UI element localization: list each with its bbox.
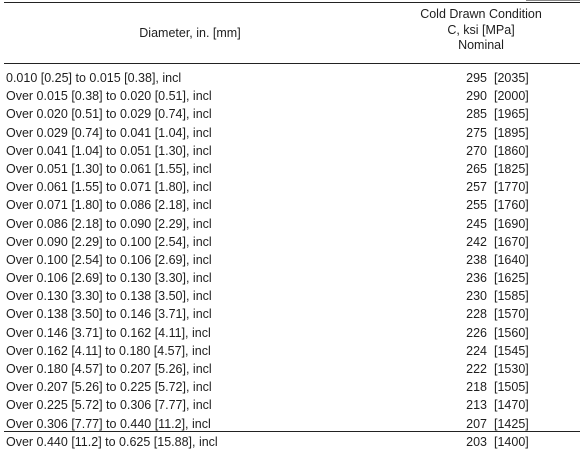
ksi-cell: 290 <box>466 89 487 104</box>
mpa-cell: [1895] <box>494 125 529 140</box>
mpa-cell: [1640] <box>494 252 529 267</box>
table-row <box>4 342 580 360</box>
mpa-cell: [1585] <box>494 289 529 304</box>
ksi-cell: 226 <box>466 325 487 340</box>
mpa-cell: [1690] <box>494 216 529 231</box>
ksi-cell: 270 <box>466 143 487 158</box>
header-strength <box>382 7 580 54</box>
diameter-cell: Over 0.162 [4.11] to 0.180 [4.57], incl <box>6 343 211 358</box>
mpa-cell: [2035] <box>494 71 529 85</box>
table-row <box>4 378 580 396</box>
diameter-cell: Over 0.029 [0.74] to 0.041 [1.04], incl <box>6 125 212 140</box>
strength-table <box>4 0 580 449</box>
mpa-cell: [1965] <box>494 107 529 122</box>
diameter-cell: Over 0.440 [11.2] to 0.625 [15.88], incl <box>6 434 218 449</box>
diameter-cell: 0.010 [0.25] to 0.015 [0.38], incl <box>6 71 182 85</box>
diameter-cell: Over 0.071 [1.80] to 0.086 [2.18], incl <box>6 198 212 213</box>
mpa-cell: [1545] <box>494 343 529 358</box>
ksi-cell: 265 <box>466 161 487 176</box>
ksi-cell: 213 <box>466 398 487 413</box>
diameter-cell: Over 0.106 [2.69] to 0.130 [3.30], incl <box>6 271 212 286</box>
diameter-cell: Over 0.061 [1.55] to 0.071 [1.80], incl <box>6 180 212 195</box>
ksi-cell: 245 <box>466 216 487 231</box>
ksi-cell: 224 <box>466 343 487 358</box>
table-row <box>4 396 580 414</box>
mpa-cell: [1760] <box>494 198 529 213</box>
mpa-cell: [1425] <box>494 416 529 431</box>
diameter-cell: Over 0.138 [3.50] to 0.146 [3.71], incl <box>6 307 212 322</box>
diameter-cell: Over 0.180 [4.57] to 0.207 [5.26], incl <box>6 362 212 376</box>
table-row <box>4 196 580 214</box>
table-row <box>4 287 580 305</box>
diameter-cell: Over 0.020 [0.51] to 0.029 [0.74], incl <box>6 107 212 122</box>
mpa-cell: [1670] <box>494 234 529 249</box>
ksi-cell: 203 <box>466 434 487 449</box>
mpa-cell: [1570] <box>494 307 529 322</box>
mpa-cell: [2000] <box>494 89 529 104</box>
header-diameter-label: Diameter, in. [mm] <box>139 26 241 40</box>
mpa-cell: [1400] <box>494 434 529 449</box>
ksi-cell: 238 <box>466 252 487 267</box>
diameter-cell: Over 0.207 [5.26] to 0.225 [5.72], incl <box>6 380 212 395</box>
ksi-cell: 236 <box>466 271 487 286</box>
diameter-cell: Over 0.051 [1.30] to 0.061 [1.55], incl <box>6 161 212 176</box>
ksi-cell: 228 <box>466 307 487 322</box>
table-row <box>4 305 580 323</box>
ksi-cell: 207 <box>466 416 487 431</box>
diameter-cell: Over 0.015 [0.38] to 0.020 [0.51], incl <box>6 89 212 104</box>
diameter-cell: Over 0.090 [2.29] to 0.100 [2.54], incl <box>6 234 212 249</box>
mpa-cell: [1560] <box>494 325 529 340</box>
ksi-cell: 285 <box>466 107 487 122</box>
header-rule <box>4 63 580 64</box>
ksi-cell: 275 <box>466 125 487 140</box>
mpa-cell: [1625] <box>494 271 529 286</box>
table-row <box>4 69 580 87</box>
diameter-cell: Over 0.086 [2.18] to 0.090 [2.29], incl <box>6 216 212 231</box>
table-top-rule <box>4 2 580 3</box>
table-row <box>4 160 580 178</box>
diameter-cell: Over 0.130 [3.30] to 0.138 [3.50], incl <box>6 289 212 304</box>
ksi-cell: 218 <box>466 380 487 395</box>
ksi-cell: 255 <box>466 198 487 213</box>
table-row <box>4 105 580 123</box>
header-strength-line1: Cold Drawn Condition <box>420 7 542 21</box>
ksi-cell: 242 <box>466 234 487 249</box>
table-row <box>4 233 580 251</box>
table-row <box>4 251 580 269</box>
diameter-cell: Over 0.041 [1.04] to 0.051 [1.30], incl <box>6 143 212 158</box>
table-row <box>4 360 580 378</box>
mpa-cell: [1825] <box>494 161 529 176</box>
diameter-cell: Over 0.146 [3.71] to 0.162 [4.11], incl <box>6 325 211 340</box>
table-bottom-rule <box>4 431 580 432</box>
table-row <box>4 178 580 196</box>
table-body <box>4 69 580 451</box>
table-row <box>4 269 580 287</box>
table-row <box>4 142 580 160</box>
table-row <box>4 124 580 142</box>
mpa-cell: [1770] <box>494 180 529 195</box>
ksi-cell: 295 <box>466 71 487 85</box>
header-strength-line3: Nominal <box>458 38 504 52</box>
mpa-cell: [1530] <box>494 362 529 376</box>
table-header <box>4 4 580 62</box>
table-row <box>4 433 580 451</box>
header-strength-line2: C, ksi [MPa] <box>447 22 515 37</box>
diameter-cell: Over 0.225 [5.72] to 0.306 [7.77], incl <box>6 398 212 413</box>
mpa-cell: [1470] <box>494 398 529 413</box>
ksi-cell: 257 <box>466 180 487 195</box>
ksi-cell: 222 <box>466 362 487 376</box>
table-row <box>4 87 580 105</box>
mpa-cell: [1505] <box>494 380 529 395</box>
table-row <box>4 215 580 233</box>
mpa-cell: [1860] <box>494 143 529 158</box>
table-row <box>4 324 580 342</box>
ksi-cell: 230 <box>466 289 487 304</box>
diameter-cell: Over 0.306 [7.77] to 0.440 [11.2], incl <box>6 416 211 431</box>
diameter-cell: Over 0.100 [2.54] to 0.106 [2.69], incl <box>6 252 212 267</box>
header-diameter <box>4 4 376 62</box>
